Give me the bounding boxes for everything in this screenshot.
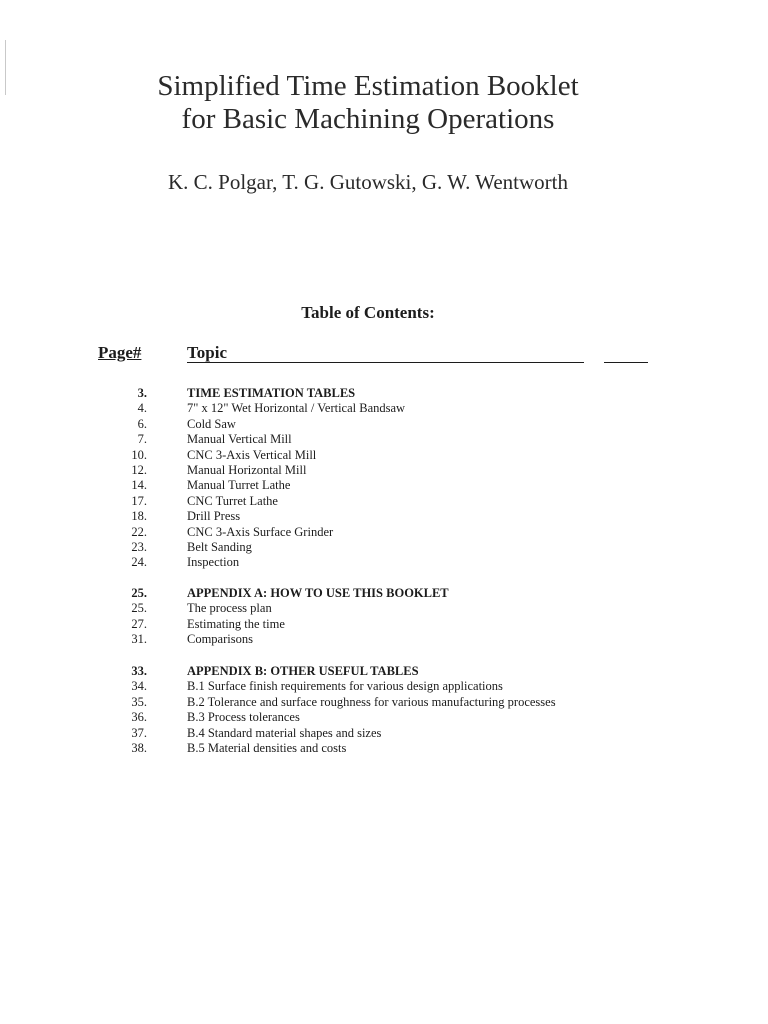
toc-entry [0,617,768,632]
toc-section-header [0,586,768,601]
header-rule [187,362,584,363]
toc-entry [0,401,768,416]
toc-page-number: 37. [131,725,147,740]
toc-page-number: 22. [131,524,147,539]
toc-entry [0,478,768,493]
toc-entry [0,695,768,710]
toc-topic: TIME ESTIMATION TABLES [187,386,356,400]
toc-heading: Table of Contents: [301,303,435,322]
toc-page-number: 12. [131,462,147,477]
toc-page-number: 17. [131,493,147,508]
toc-topic: Cold Saw [187,416,236,431]
toc-page-number: 18. [131,509,147,524]
toc-page-number: 34. [131,679,147,694]
toc-topic: The process plan [187,601,272,616]
toc-page-number: 24. [131,555,147,570]
toc-page-number: 25. [131,586,147,600]
toc-entry [0,448,768,463]
toc-entry [0,601,768,616]
toc-page-number: 25. [131,601,147,616]
toc-topic: Manual Vertical Mill [187,432,292,447]
toc-topic: B.1 Surface finish requirements for various design applications [187,679,503,694]
title-line-1: Simplified Time Estimation Booklet [157,70,579,102]
toc-topic: Comparisons [187,632,253,647]
toc-topic: B.5 Material densities and costs [187,740,347,755]
toc-entry [0,555,768,570]
toc-topic: B.2 Tolerance and surface roughness for various manufacturing processes [187,694,556,709]
toc-entry [0,726,768,741]
toc-section-appendix-b [0,664,768,756]
header-rule-short [604,362,648,363]
toc-topic: Belt Sanding [187,539,252,554]
toc-topic: Drill Press [187,509,241,524]
toc-page-number: 23. [131,539,147,554]
toc-page-number: 6. [137,416,147,431]
toc-entry [0,525,768,540]
toc-topic: APPENDIX B: OTHER USEFUL TABLES [187,664,419,678]
toc-entry [0,632,768,647]
toc-page-number: 36. [131,710,147,725]
toc-page-number: 31. [131,632,147,647]
document-title [0,70,736,136]
toc-topic: B.4 Standard material shapes and sizes [187,725,382,740]
toc-section-time-estimation-tables [0,386,768,571]
toc-topic: Manual Horizontal Mill [187,462,307,477]
toc-page-number: 7. [137,432,147,447]
toc-page-number: 4. [137,401,147,416]
toc-section-appendix-a [0,586,768,648]
column-header-page: Page# [98,343,142,362]
toc-topic: B.3 Process tolerances [187,710,300,725]
toc-entry [0,509,768,524]
toc-topic: CNC Turret Lathe [187,493,278,508]
toc-page-number: 10. [131,447,147,462]
toc-entry [0,741,768,756]
title-line-2: for Basic Machining Operations [181,103,555,135]
toc-page-number: 38. [131,740,147,755]
toc-topic: Inspection [187,555,240,570]
column-header-topic: Topic [187,343,228,362]
toc-page-number: 35. [131,694,147,709]
toc-topic: Estimating the time [187,616,285,631]
toc-entry [0,540,768,555]
toc-topic: 7" x 12" Wet Horizontal / Vertical Bandsaw [187,401,406,416]
toc-page-number: 33. [131,664,147,678]
toc-page-number: 14. [131,478,147,493]
toc-entry [0,679,768,694]
toc-entry [0,710,768,725]
authors: K. C. Polgar, T. G. Gutowski, G. W. Wentworth [168,170,568,194]
toc-page-number: 3. [137,386,147,400]
toc-entry [0,432,768,447]
toc-topic: CNC 3-Axis Vertical Mill [187,447,317,462]
toc-entry [0,494,768,509]
toc-entry [0,463,768,478]
toc-entry [0,417,768,432]
toc-section-header [0,386,768,401]
toc-page-number: 27. [131,616,147,631]
toc-topic: APPENDIX A: HOW TO USE THIS BOOKLET [187,586,449,600]
toc-topic: CNC 3-Axis Surface Grinder [187,524,334,539]
toc-topic: Manual Turret Lathe [187,478,291,493]
toc-section-header [0,664,768,679]
